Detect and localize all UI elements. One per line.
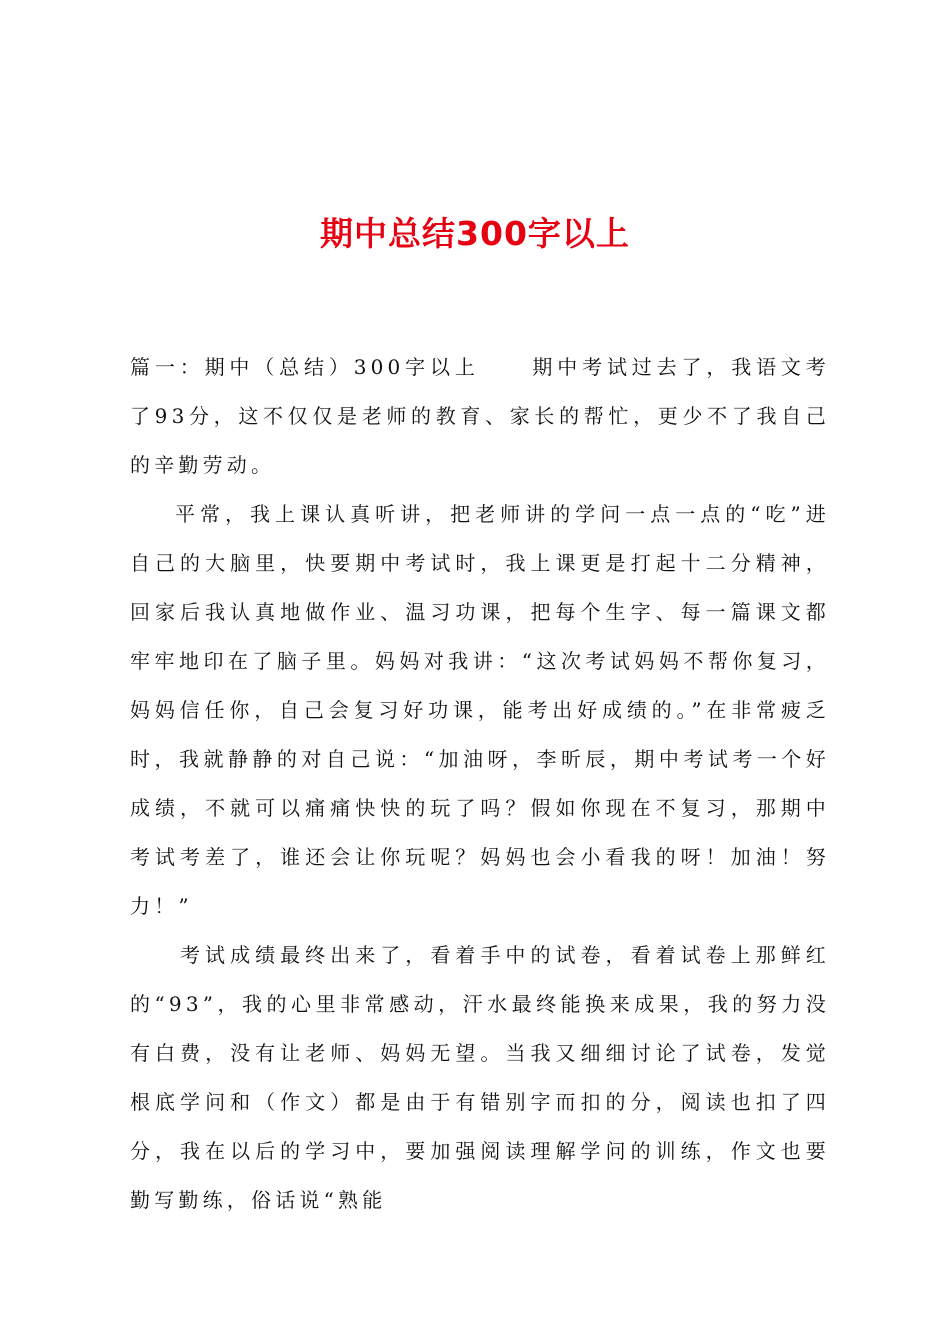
paragraph-1-text: 期中考试过去了，我语文考了93分，这不仅仅是老师的教育、家长的帮忙，更少不了我自己的辛勤劳动。 <box>130 355 830 477</box>
paragraph-3: 考试成绩最终出来了，看着手中的试卷，看着试卷上那鲜红的“93”，我的心里非常感动，汗水最终能换来成果，我的努力没有白费，没有让老师、妈妈无望。当我又细细讨论了试卷，发觉根底学问和（作文）都是由于有错别字而扣的分，阅读也扣了四分，我在以后的学习中，要加强阅读理解学问的训练，作文也要勤写勤练，俗话说“熟能 <box>130 943 830 1212</box>
document-body <box>130 343 830 1225</box>
paragraph-1-lead: 篇一：期中（总结）300字以上 <box>130 355 480 379</box>
paragraph-2: 平常，我上课认真听讲，把老师讲的学问一点一点的“吃”进自己的大脑里，快要期中考试时，我上课更是打起十二分精神，回家后我认真地做作业、温习功课，把每个生字、每一篇课文都牢牢地印在了脑子里。妈妈对我讲：“这次考试妈妈不帮你复习，妈妈信任你，自己会复习好功课，能考出好成绩的。”在非常疲乏时，我就静静的对自己说：“加油呀，李昕辰，期中考试考一个好成绩，不就可以痛痛快快的玩了吗？假如你现在不复习，那期中考试考差了，谁还会让你玩呢？妈妈也会小看我的呀！加油！努力！” <box>130 502 830 918</box>
document-title: 期中总结300字以上 <box>320 214 630 253</box>
paragraph-1 <box>130 343 830 490</box>
